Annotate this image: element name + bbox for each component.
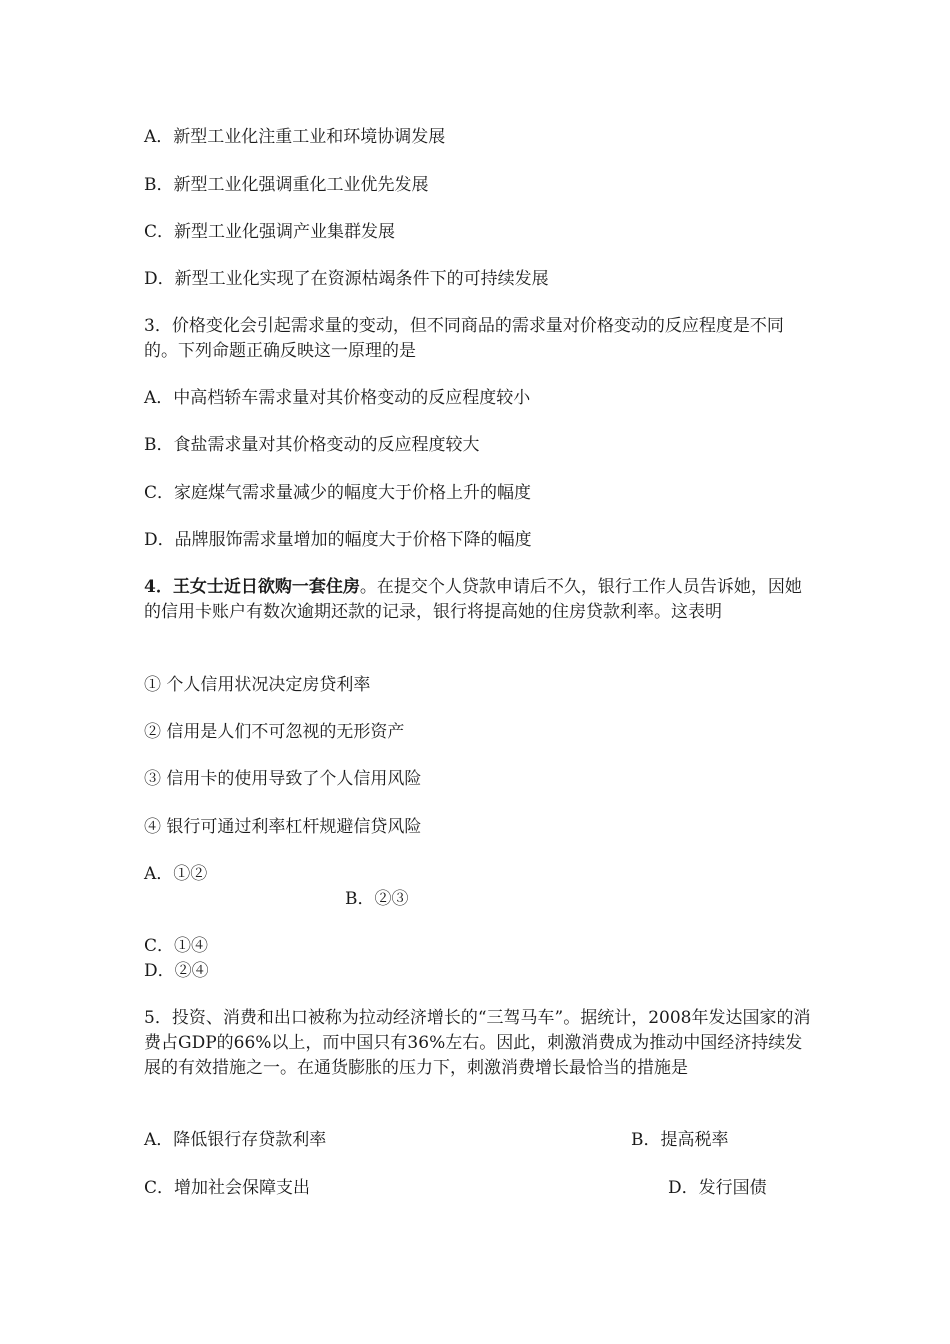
q4-option-c: C．①④ — [144, 936, 209, 956]
q4-option-b: B．②③ — [345, 889, 409, 909]
q3-stem: 3．价格变化会引起需求量的变动，但不同商品的需求量对价格变动的反应程度是不同的。下列命题正确反映这一原理的是 — [144, 316, 784, 361]
q4-option-d: D．②④ — [144, 961, 209, 981]
q4-stem-rest: 。在提交个人贷款申请后不久，银行工作人员告诉她，因她的信用卡账户有数次逾期还款的记录，银行将提高她的住房贷款利率。这表明 — [144, 577, 802, 622]
q4-statement-1: ① 个人信用状况决定房贷利率 — [144, 675, 371, 695]
q4-statement-3: ③ 信用卡的使用导致了个人信用风险 — [144, 769, 422, 789]
q2-option-d: D．新型工业化实现了在资源枯竭条件下的可持续发展 — [144, 269, 549, 289]
q3-option-b: B．食盐需求量对其价格变动的反应程度较大 — [144, 435, 480, 455]
q2-option-a: A．新型工业化注重工业和环境协调发展 — [144, 127, 446, 147]
q4-stem — [144, 575, 814, 625]
q4-option-a: A．①② — [144, 864, 208, 884]
q2-option-c: C．新型工业化强调产业集群发展 — [144, 222, 396, 242]
q3-option-a: A．中高档轿车需求量对其价格变动的反应程度较小 — [144, 388, 531, 408]
q4-statement-2: ② 信用是人们不可忽视的无形资产 — [144, 722, 405, 742]
q5-stem: 5．投资、消费和出口被称为拉动经济增长的“三驾马车”。据统计，2008年发达国家的消费占GDP的66%以上，而中国只有36%左右。因此，刺激消费成为推动中国经济持续发展的有效措施之一。在通货膨胀的压力下，刺激消费增长最恰当的措施是 — [144, 1008, 811, 1078]
q2-option-b: B．新型工业化强调重化工业优先发展 — [144, 175, 429, 195]
q4-statement-4: ④ 银行可通过利率杠杆规避信贷风险 — [144, 817, 422, 837]
q4-stem-bold: 4．王女士近日欲购一套住房 — [144, 577, 360, 597]
q5-option-a: A．降低银行存贷款利率 — [144, 1130, 327, 1150]
q3-option-c: C．家庭煤气需求量减少的幅度大于价格上升的幅度 — [144, 483, 532, 503]
q5-option-c: C．增加社会保障支出 — [144, 1178, 311, 1198]
q5-option-d: D．发行国债 — [668, 1178, 767, 1198]
q3-option-d: D．品牌服饰需求量增加的幅度大于价格下降的幅度 — [144, 530, 532, 550]
q5-option-b: B．提高税率 — [631, 1130, 729, 1150]
